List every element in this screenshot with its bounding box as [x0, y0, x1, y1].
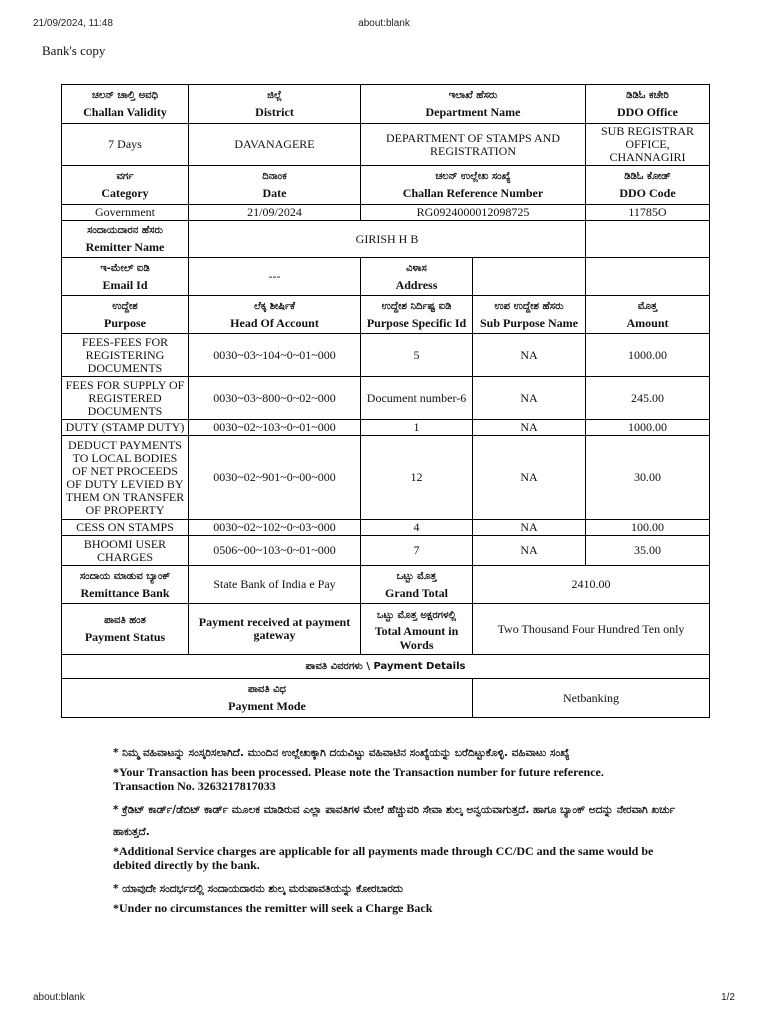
ddo-office-header: ಡಿಡಿಓ ಕಚೇರಿ DDO Office [586, 85, 710, 124]
grand-total-value: 2410.00 [473, 566, 710, 604]
ddo-office-value: SUB REGISTRAR OFFICE, CHANNAGIRI [586, 124, 710, 166]
email-id-header: ಇ-ಮೇಲ್ ಐಡಿ Email Id [62, 258, 189, 296]
item-row [62, 420, 710, 436]
note-en-3: *Under no circumstances the remitter will seek a Charge Back [113, 901, 433, 915]
district-value: DAVANAGERE [189, 124, 361, 166]
total-in-words-header: ಒಟ್ಟು ಮೊತ್ತ ಅಕ್ಷರಗಳಲ್ಲಿ Total Amount in Words [361, 604, 473, 655]
print-header-url: about:blank [358, 18, 410, 29]
challan-ref-header: ಚಲನ್ ಉಲ್ಲೇಖ ಸಂಖ್ಯೆ Challan Reference Number [361, 166, 586, 205]
item-sub-purpose: NA [473, 436, 586, 520]
payment-details-title: ಪಾವತಿ ವಿವರಗಳು \ Payment Details [62, 655, 710, 679]
remittance-bank-header: ಸಂದಾಯ ಮಾಡುವ ಬ್ಯಾಂಕ್ Remittance Bank [62, 566, 189, 604]
item-head-of-account: 0030~02~102~0~03~000 [189, 520, 361, 536]
department-name-header: ಇಲಾಖೆ ಹೆಸರು Department Name [361, 85, 586, 124]
purpose-specific-id-header: ಉದ್ದೇಶ ನಿರ್ದಿಷ್ಟ ಐಡಿ Purpose Specific Id [361, 296, 473, 334]
payment-mode-header: ಪಾವತಿ ವಿಧ Payment Mode [62, 679, 473, 718]
challan-ref-value: RG0924000012098725 [361, 205, 586, 221]
item-purpose: DUTY (STAMP DUTY) [62, 420, 189, 436]
remitter-name-empty [586, 221, 710, 258]
item-purpose-specific-id: 7 [361, 536, 473, 566]
department-name-value: DEPARTMENT OF STAMPS AND REGISTRATION [361, 124, 586, 166]
item-row [62, 536, 710, 566]
item-purpose: FEES-FEES FOR REGISTERING DOCUMENTS [62, 334, 189, 377]
item-purpose-specific-id: 5 [361, 334, 473, 377]
remittance-bank-value: State Bank of India e Pay [189, 566, 361, 604]
print-footer-url: about:blank [33, 992, 85, 1003]
total-in-words-value: Two Thousand Four Hundred Ten only [473, 604, 710, 655]
item-purpose-specific-id: 4 [361, 520, 473, 536]
grand-total-header: ಒಟ್ಟು ಮೊತ್ತ Grand Total [361, 566, 473, 604]
item-purpose-specific-id: 12 [361, 436, 473, 520]
transaction-number: Transaction No. 3263217817033 [113, 779, 276, 793]
challan-validity-value: 7 Days [62, 124, 189, 166]
note-en-2: *Additional Service charges are applicable for all payments made through CC/DC and the same would be debited directly by the bank. [113, 844, 654, 872]
copy-label: Bank's copy [42, 43, 106, 58]
item-head-of-account: 0030~02~901~0~00~000 [189, 436, 361, 520]
payment-status-header: ಪಾವತಿ ಹಂತ Payment Status [62, 604, 189, 655]
item-purpose: FEES FOR SUPPLY OF REGISTERED DOCUMENTS [62, 377, 189, 420]
item-purpose-specific-id: 1 [361, 420, 473, 436]
item-amount: 1000.00 [586, 420, 710, 436]
remitter-name-header: ಸಂದಾಯದಾರನ ಹೆಸರು Remitter Name [62, 221, 189, 258]
category-header: ವರ್ಗ Category [62, 166, 189, 205]
item-sub-purpose: NA [473, 520, 586, 536]
date-value: 21/09/2024 [189, 205, 361, 221]
amount-header: ಮೊತ್ತ Amount [586, 296, 710, 334]
email-id-value: --- [189, 258, 361, 296]
item-amount: 100.00 [586, 520, 710, 536]
remitter-name-value: GIRISH H B [189, 221, 586, 258]
item-sub-purpose: NA [473, 334, 586, 377]
note-kn-2: * ಕ್ರೆಡಿಟ್ ಕಾರ್ಡ್/ಡೆಬಿಟ್ ಕಾರ್ಡ್ ಮೂಲಕ ಮಾಡಿರುವ ಎಲ್ಲಾ ಪಾವತಿಗಳ ಮೇಲೆ ಹೆಚ್ಚುವರಿ ಸೇವಾ ಶುಲ್ಕ ಅನ್ವಯವಾಗುತ್ತದೆ. ಹಾಗೂ ಬ್ಯಾಂಕ್ ಅದನ್ನು ನೇರವಾಗಿ ಖರ್ಚು ಹಾಕುತ್ತದೆ. [113, 804, 676, 838]
payment-mode-value: Netbanking [473, 679, 710, 718]
item-amount: 245.00 [586, 377, 710, 420]
sub-purpose-name-header: ಉಪ ಉದ್ದೇಶ ಹೆಸರು Sub Purpose Name [473, 296, 586, 334]
item-head-of-account: 0030~02~103~0~01~000 [189, 420, 361, 436]
item-amount: 35.00 [586, 536, 710, 566]
page-number: 1/2 [721, 992, 735, 1003]
note-kn-1: * ನಿಮ್ಮ ವಹಿವಾಟನ್ನು ಸಂಸ್ಕರಿಸಲಾಗಿದೆ. ಮುಂದಿನ ಉಲ್ಲೇಖಕ್ಕಾಗಿ ದಯವಿಟ್ಟು ವಹಿವಾಟಿನ ಸಂಖ್ಯೆಯನ್ನು ಬರೆದಿಟ್ಟುಕೊಳ್ಳಿ. ವಹಿವಾಟು ಸಂಖ್ಯೆ [113, 747, 570, 759]
item-head-of-account: 0030~03~104~0~01~000 [189, 334, 361, 377]
item-sub-purpose: NA [473, 377, 586, 420]
purpose-header: ಉದ್ದೇಶ Purpose [62, 296, 189, 334]
notes [113, 742, 693, 921]
item-sub-purpose: NA [473, 536, 586, 566]
item-purpose-specific-id: Document number-6 [361, 377, 473, 420]
date-header: ದಿನಾಂಕ Date [189, 166, 361, 205]
item-sub-purpose: NA [473, 420, 586, 436]
ddo-code-value: 11785O [586, 205, 710, 221]
item-row [62, 520, 710, 536]
item-row [62, 377, 710, 420]
head-of-account-header: ಲೆಕ್ಕ ಶೀರ್ಷಿಕೆ Head Of Account [189, 296, 361, 334]
note-en-1: *Your Transaction has been processed. Please note the Transaction number for future reference. Transaction No. 3263217817033 [113, 765, 604, 793]
item-purpose: CESS ON STAMPS [62, 520, 189, 536]
address-empty [586, 258, 710, 296]
category-value: Government [62, 205, 189, 221]
payment-status-value: Payment received at payment gateway [189, 604, 361, 655]
note-kn-3: * ಯಾವುದೇ ಸಂದರ್ಭದಲ್ಲಿ ಸಂದಾಯದಾರನು ಶುಲ್ಕ ಮರುಪಾವತಿಯನ್ನು ಕೋರಬಾರದು [113, 883, 404, 895]
item-amount: 30.00 [586, 436, 710, 520]
address-value [473, 258, 586, 296]
item-row [62, 436, 710, 520]
address-header: ವಿಳಾಸ Address [361, 258, 473, 296]
ddo-code-header: ಡಿಡಿಓ ಕೋಡ್ DDO Code [586, 166, 710, 205]
item-amount: 1000.00 [586, 334, 710, 377]
item-head-of-account: 0030~03~800~0~02~000 [189, 377, 361, 420]
item-purpose: BHOOMI USER CHARGES [62, 536, 189, 566]
district-header: ಜಿಲ್ಲೆ District [189, 85, 361, 124]
item-purpose: DEDUCT PAYMENTS TO LOCAL BODIES OF NET PROCEEDS OF DUTY LEVIED BY THEM ON TRANSFER OF PROPERTY [62, 436, 189, 520]
item-head-of-account: 0506~00~103~0~01~000 [189, 536, 361, 566]
print-datetime: 21/09/2024, 11:48 [33, 18, 113, 29]
challan-validity-header: ಚಲನ್ ಚಾಲ್ತಿ ಅವಧಿ Challan Validity [62, 85, 189, 124]
challan-table [61, 84, 710, 718]
item-row [62, 334, 710, 377]
